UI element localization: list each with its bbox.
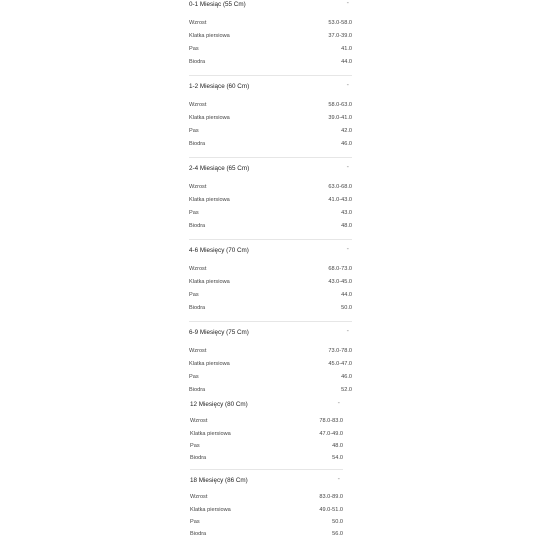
measurement-value: 53.0-58.0: [328, 20, 352, 26]
measurement-value: 43.0-45.0: [328, 279, 352, 285]
section-divider: [189, 75, 352, 76]
collapse-icon[interactable]: -: [346, 0, 349, 7]
measurement-row: [189, 183, 352, 192]
measurement-value: 45.0-47.0: [328, 361, 352, 367]
collapse-icon[interactable]: -: [346, 246, 349, 253]
measurement-row: [189, 265, 352, 274]
measurement-row: [189, 32, 352, 41]
measurement-value: 43.0: [341, 210, 352, 216]
section-divider: [189, 157, 352, 158]
measurement-label: Pas: [189, 46, 199, 52]
measurement-value: 41.0: [341, 46, 352, 52]
collapse-icon[interactable]: -: [346, 328, 349, 335]
measurement-label: Pas: [189, 374, 199, 380]
measurement-row: [189, 45, 352, 54]
measurement-value: 52.0: [341, 387, 352, 393]
size-section-header[interactable]: [190, 477, 343, 489]
measurement-value: 41.0-43.0: [328, 197, 352, 203]
measurement-row: [189, 114, 352, 123]
size-section-header[interactable]: [189, 329, 352, 341]
measurement-value: 56.0: [332, 531, 343, 537]
measurement-row: [189, 360, 352, 369]
measurement-value: 83.0-89.0: [319, 494, 343, 500]
measurement-row: [189, 127, 352, 136]
measurement-value: 42.0: [341, 128, 352, 134]
measurement-label: Pas: [190, 519, 200, 525]
measurement-label: Klatka piersiowa: [189, 115, 230, 121]
measurement-label: Klatka piersiowa: [189, 279, 230, 285]
measurement-label: Klatka piersiowa: [190, 431, 231, 437]
measurement-label: Wzrost: [190, 418, 208, 424]
measurement-label: Biodra: [189, 223, 206, 229]
measurement-label: Wzrost: [190, 494, 208, 500]
measurement-label: Klatka piersiowa: [189, 361, 230, 367]
size-section-title: 2-4 Miesiące (65 Cm): [189, 165, 250, 172]
measurement-row: [189, 373, 352, 382]
measurement-row: [189, 278, 352, 287]
measurement-label: Pas: [189, 292, 199, 298]
section-divider: [189, 239, 352, 240]
measurement-label: Wzrost: [189, 184, 207, 190]
size-section-title: 0-1 Miesiąc (55 Cm): [189, 1, 246, 8]
measurement-label: Klatka piersiowa: [190, 507, 231, 513]
measurement-row: [189, 101, 352, 110]
measurement-label: Biodra: [189, 59, 206, 65]
measurement-value: 48.0: [332, 443, 343, 449]
measurement-value: 54.0: [332, 455, 343, 461]
measurement-label: Biodra: [190, 455, 207, 461]
section-divider: [189, 321, 352, 322]
collapse-icon[interactable]: -: [346, 82, 349, 89]
measurement-label: Wzrost: [189, 266, 207, 272]
measurement-value: 46.0: [341, 141, 352, 147]
measurement-value: 46.0: [341, 374, 352, 380]
measurement-row: [189, 196, 352, 205]
measurement-label: Wzrost: [189, 20, 207, 26]
measurement-row: [189, 58, 352, 67]
measurement-row: [189, 19, 352, 28]
measurement-value: 63.0-68.0: [328, 184, 352, 190]
measurement-label: Biodra: [190, 531, 207, 537]
section-divider: [190, 469, 343, 470]
measurement-row: [190, 417, 343, 426]
measurement-label: Klatka piersiowa: [189, 197, 230, 203]
measurement-row: [189, 347, 352, 356]
size-section-title: 18 Miesięcy (86 Cm): [190, 477, 248, 484]
measurement-row: [190, 530, 343, 539]
measurement-label: Wzrost: [189, 102, 207, 108]
size-section-header[interactable]: [189, 165, 352, 177]
measurement-value: 49.0-51.0: [319, 507, 343, 513]
measurement-value: 73.0-78.0: [328, 348, 352, 354]
measurement-label: Biodra: [189, 305, 206, 311]
measurement-value: 78.0-83.0: [319, 418, 343, 424]
measurement-row: [189, 386, 352, 395]
measurement-row: [189, 140, 352, 149]
collapse-icon[interactable]: -: [337, 400, 340, 407]
measurement-row: [189, 222, 352, 231]
measurement-row: [189, 209, 352, 218]
measurement-value: 44.0: [341, 59, 352, 65]
measurement-label: Pas: [190, 443, 200, 449]
measurement-value: 48.0: [341, 223, 352, 229]
size-section-header[interactable]: [189, 1, 352, 13]
size-section-header[interactable]: [189, 83, 352, 95]
measurement-value: 44.0: [341, 292, 352, 298]
size-section-title: 4-6 Miesięcy (70 Cm): [189, 247, 249, 254]
measurement-value: 39.0-41.0: [328, 115, 352, 121]
measurement-value: 47.0-49.0: [319, 431, 343, 437]
measurement-label: Biodra: [189, 387, 206, 393]
measurement-label: Pas: [189, 128, 199, 134]
collapse-icon[interactable]: -: [337, 476, 340, 483]
measurement-row: [190, 430, 343, 439]
measurement-row: [189, 291, 352, 300]
measurement-row: [190, 493, 343, 502]
measurement-value: 50.0: [332, 519, 343, 525]
measurement-row: [190, 442, 343, 451]
collapse-icon[interactable]: -: [346, 164, 349, 171]
measurement-label: Biodra: [189, 141, 206, 147]
measurement-label: Pas: [189, 210, 199, 216]
measurement-row: [190, 506, 343, 515]
measurement-value: 68.0-73.0: [328, 266, 352, 272]
size-section-header[interactable]: [189, 247, 352, 259]
measurement-label: Wzrost: [189, 348, 207, 354]
measurement-row: [189, 304, 352, 313]
measurement-value: 58.0-63.0: [328, 102, 352, 108]
size-section-header[interactable]: [190, 401, 343, 413]
size-section-title: 1-2 Miesiące (60 Cm): [189, 83, 250, 90]
measurement-value: 37.0-39.0: [328, 33, 352, 39]
measurement-value: 50.0: [341, 305, 352, 311]
size-section-title: 12 Miesięcy (80 Cm): [190, 401, 248, 408]
measurement-row: [190, 518, 343, 527]
measurement-label: Klatka piersiowa: [189, 33, 230, 39]
size-section-title: 6-9 Miesięcy (75 Cm): [189, 329, 249, 336]
measurement-row: [190, 454, 343, 463]
